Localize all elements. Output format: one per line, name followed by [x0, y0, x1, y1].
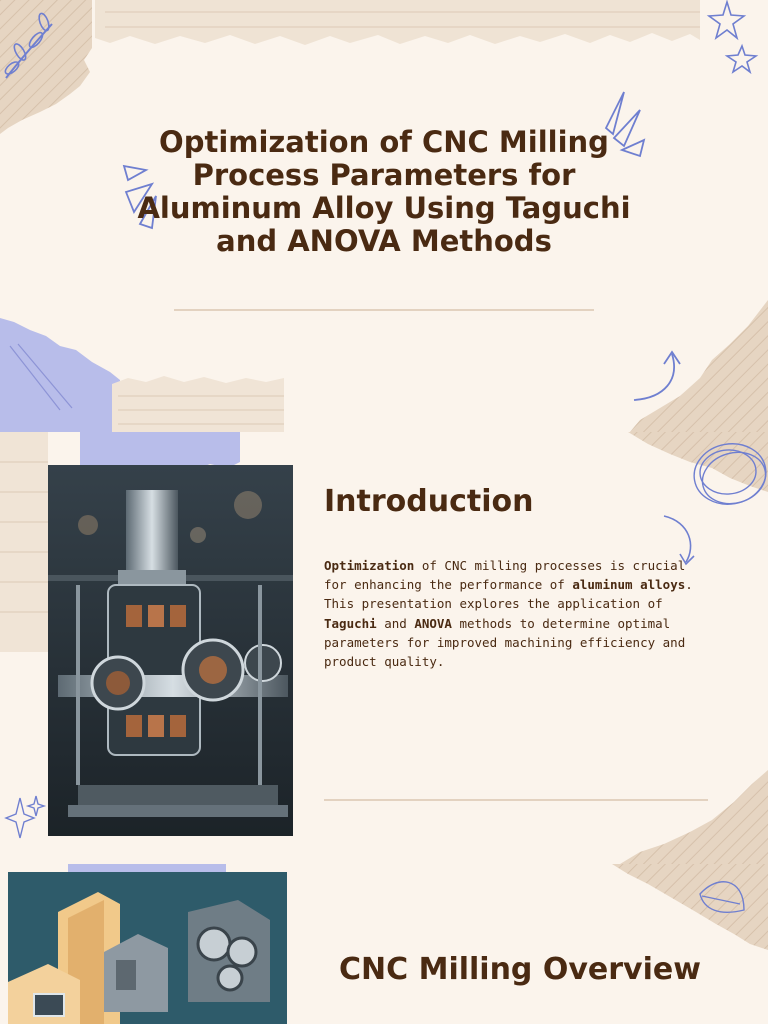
- title-slide: [0, 0, 768, 432]
- cnc-machine-illustration: [48, 465, 293, 836]
- isometric-machine-illustration: [8, 872, 287, 1024]
- paragraph-text: of CNC milling processes is crucial for enhancing the performance of: [324, 558, 686, 593]
- emphasis-text: Optimization: [324, 558, 415, 573]
- introduction-divider: [324, 799, 708, 801]
- presentation-title: Optimization of CNC Milling Process Parameters for Aluminum Alloy Using Taguchi and ANOVA Methods: [137, 125, 631, 258]
- sparkle-icon: [6, 796, 44, 838]
- star-icons: [709, 2, 756, 72]
- cnc-overview-photo: [8, 872, 287, 1024]
- introduction-paragraph: [324, 556, 704, 671]
- emphasis-text: Taguchi: [324, 615, 377, 631]
- torn-paper-top: [95, 0, 700, 45]
- curved-arrow-icon: [634, 352, 680, 400]
- striped-paper-right-3: [612, 864, 768, 950]
- title-divider: [174, 309, 594, 311]
- paragraph-text: . This presentation explores the application of: [324, 577, 693, 612]
- introduction-slide: [0, 432, 768, 864]
- emphasis-text: aluminum alloys: [572, 577, 686, 593]
- emphasis-text: ANOVA: [414, 615, 452, 631]
- paragraph-text: methods to determine optimal parameters for improved machining efficiency and product quality.: [324, 615, 686, 670]
- machine-photo: [48, 465, 293, 836]
- torn-paper-blue-left: [0, 318, 120, 432]
- striped-paper-right: [630, 300, 768, 432]
- section-heading-cnc-overview: CNC Milling Overview: [339, 952, 701, 987]
- overview-slide: [0, 864, 768, 1024]
- lined-paper-left-strip: [0, 432, 48, 652]
- striped-paper-bottom-right: [620, 770, 768, 864]
- torn-paper-lined-left: [112, 376, 284, 432]
- paragraph-text: and: [376, 615, 415, 631]
- striped-paper-top-left: [0, 0, 92, 134]
- section-heading-introduction: Introduction: [324, 484, 534, 519]
